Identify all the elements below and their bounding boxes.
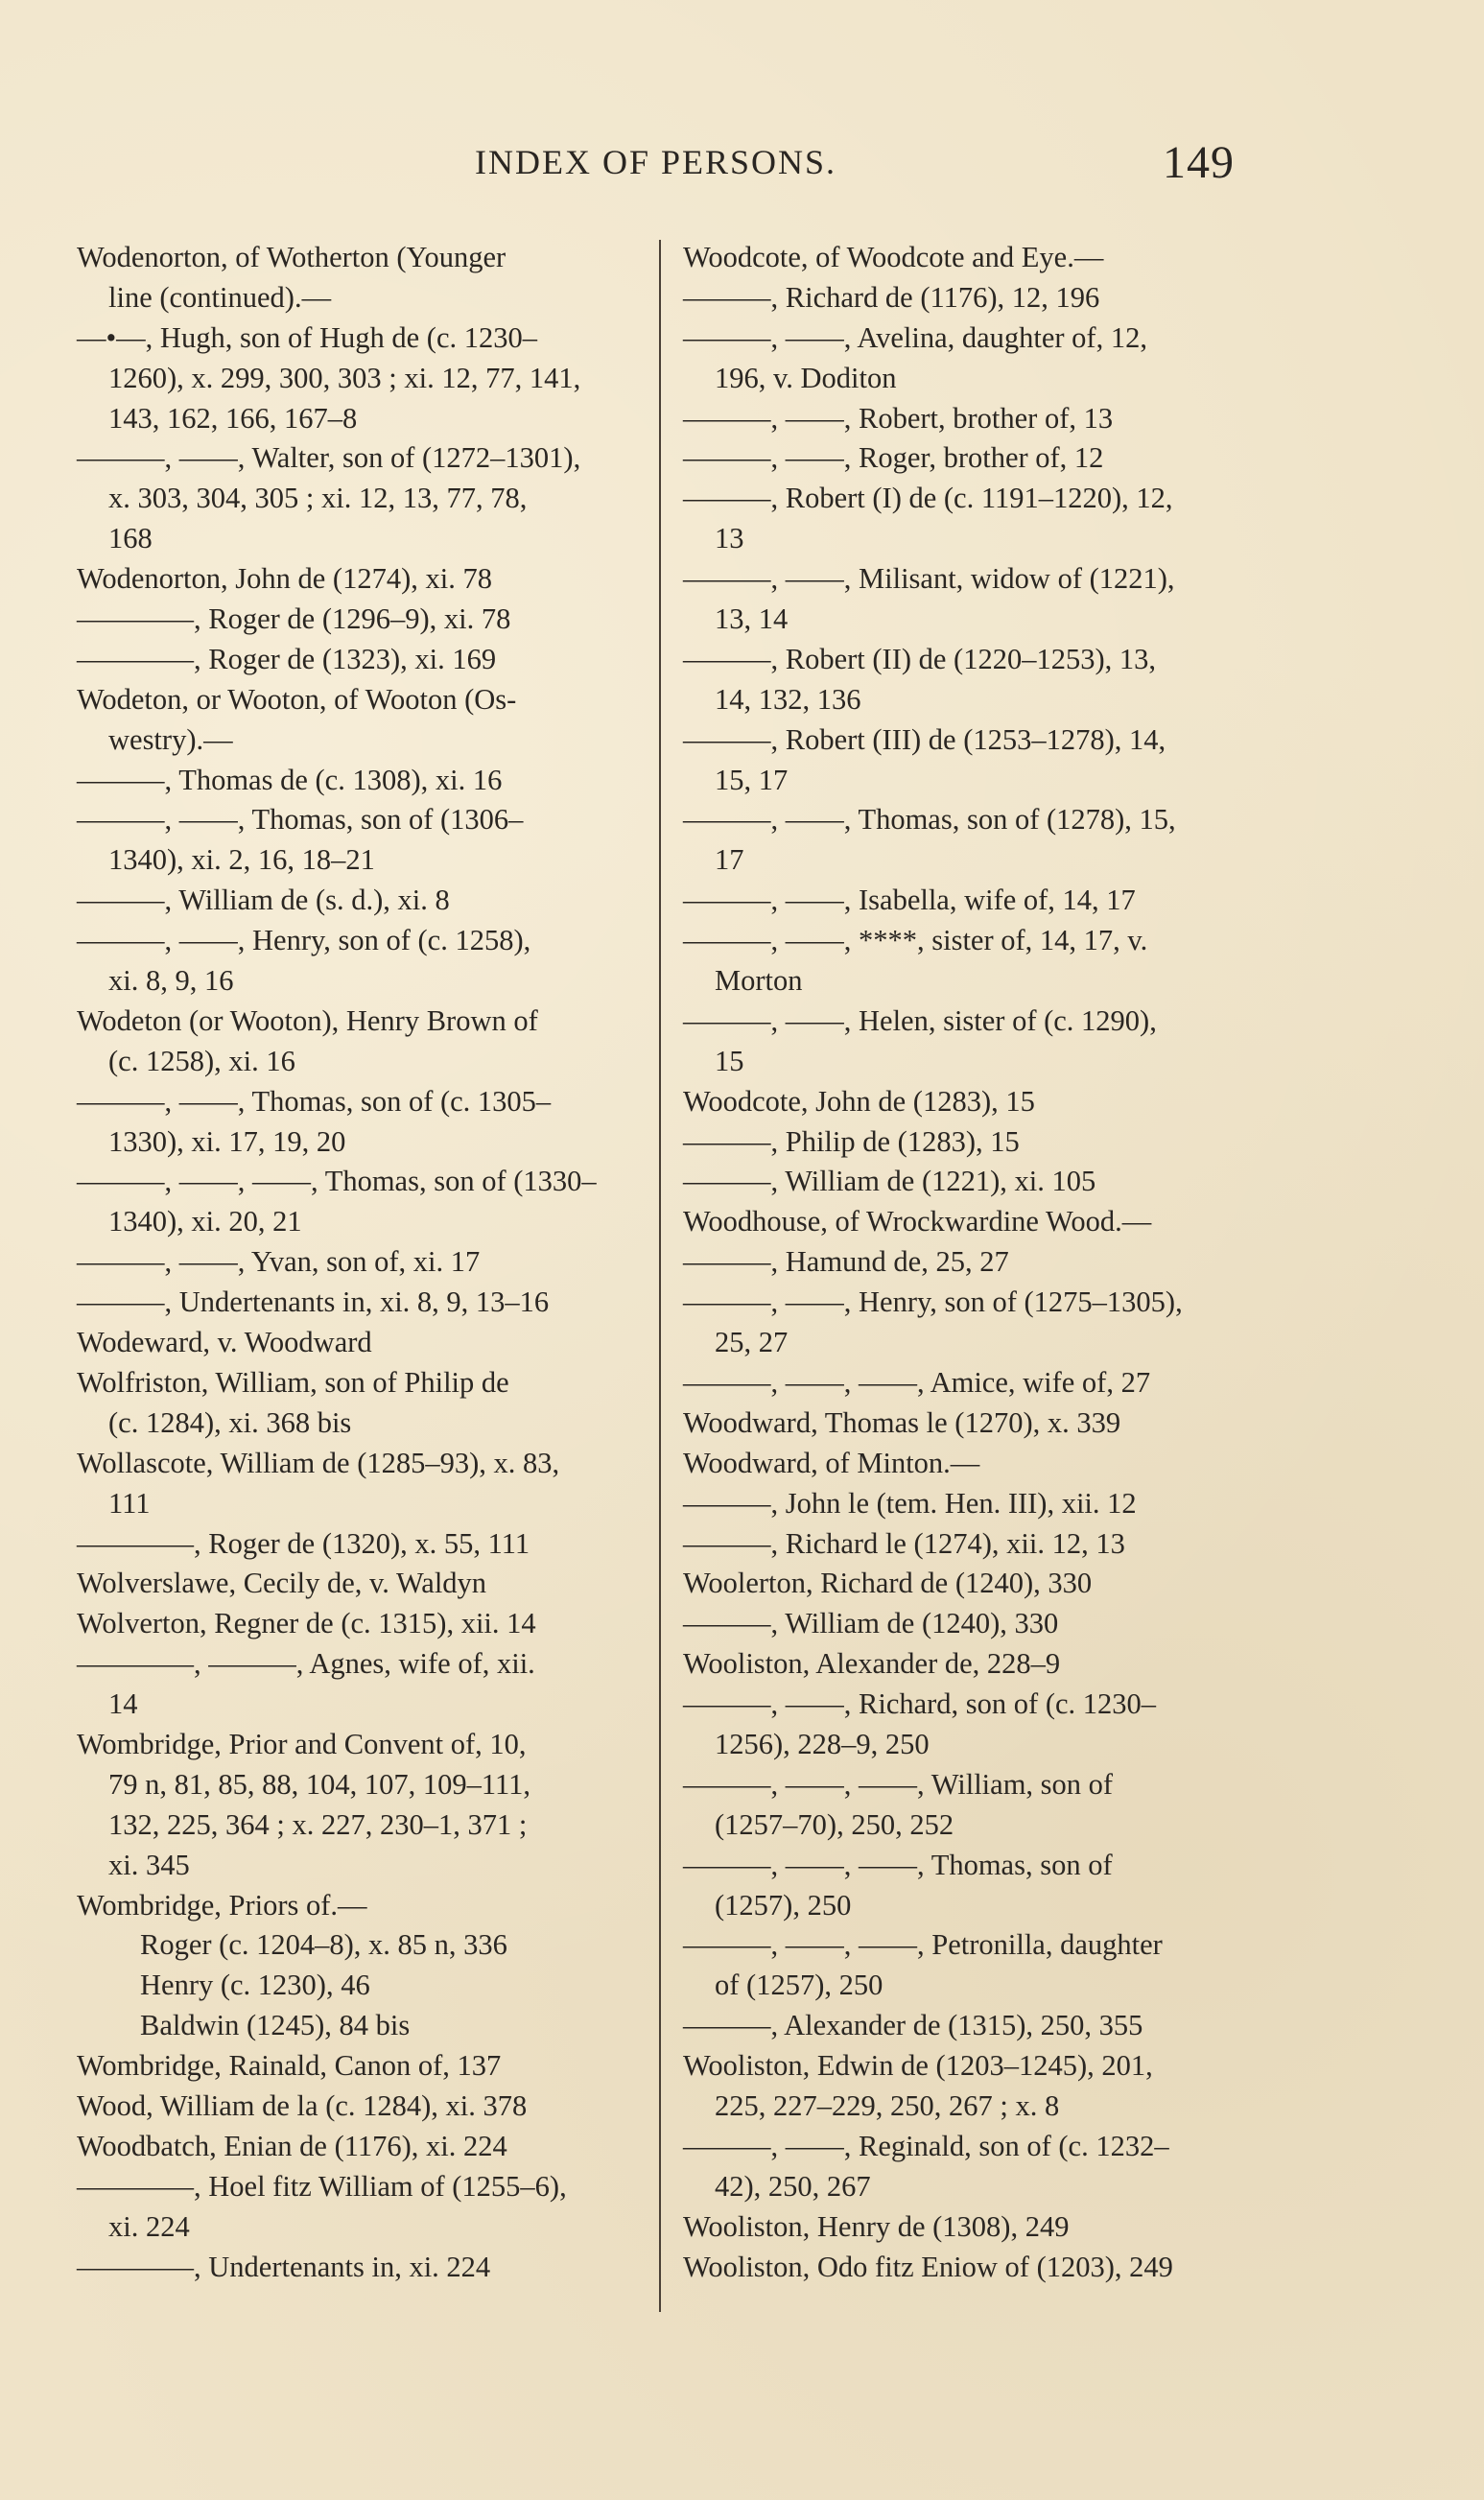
index-entry-line: ———, Richard de (1176), 12, 196 (683, 280, 1100, 314)
index-entry-line: Wodenorton, John de (1274), xi. 78 (77, 562, 492, 596)
index-entry-line: Wodeton, or Wooton, of Wooton (Os- (77, 682, 517, 716)
index-entry-line: (1257–70), 250, 252 (715, 1807, 954, 1841)
index-entry-line: ———, Hamund de, 25, 27 (683, 1245, 1009, 1279)
index-entry-line: ———, William de (1240), 330 (683, 1607, 1059, 1640)
index-entry-line: Wombridge, Rainald, Canon of, 137 (77, 2049, 502, 2083)
index-entry-line: Wood, William de la (c. 1284), xi. 378 (77, 2088, 528, 2122)
index-entry-line: of (1257), 250 (715, 1969, 883, 2002)
index-column-right (683, 238, 1246, 2287)
index-entry-line: 13 (715, 522, 744, 555)
index-entry-line: ———, ——, Avelina, daughter of, 12, (683, 320, 1147, 354)
index-entry-line: ———, ——, Isabella, wife of, 14, 17 (683, 884, 1136, 917)
index-entry-line: Woodhouse, of Wrockwardine Wood.— (683, 1205, 1152, 1238)
index-entry-line: 1340), xi. 20, 21 (108, 1205, 302, 1238)
index-entry-line: ———, ——, ——, Thomas, son of (1330– (77, 1165, 597, 1198)
index-entry-line: 14 (108, 1687, 138, 1721)
index-entry-line: Wolverton, Regner de (c. 1315), xii. 14 (77, 1607, 536, 1640)
index-entry-line: x. 303, 304, 305 ; xi. 12, 13, 77, 78, (108, 482, 528, 515)
index-entry-line: ————, Roger de (1320), x. 55, 111 (77, 1526, 530, 1560)
index-entry-line: Wolverslawe, Cecily de, v. Waldyn (77, 1567, 487, 1600)
index-entry-line: ———, Alexander de (1315), 250, 355 (683, 2009, 1143, 2042)
index-entry-line: ————, ———, Agnes, wife of, xii. (77, 1647, 535, 1681)
index-entry-line: ———, Thomas de (c. 1308), xi. 16 (77, 763, 503, 796)
index-entry-line: ———, Richard le (1274), xii. 12, 13 (683, 1526, 1125, 1560)
page-number: 149 (1163, 137, 1235, 188)
index-entry-line: 196, v. Doditon (715, 361, 897, 394)
index-entry-line: (1257), 250 (715, 1888, 852, 1922)
index-entry-line: Roger (c. 1204–8), x. 85 n, 336 (140, 1928, 507, 1962)
index-entry-line: ———, ——, ****, sister of, 14, 17, v. (683, 924, 1148, 957)
index-entry-line: 14, 132, 136 (715, 682, 861, 716)
index-entry-line: ———, ——, Milisant, widow of (1221), (683, 562, 1175, 596)
index-entry-line: ———, ——, ——, William, son of (683, 1767, 1114, 1801)
index-entry-line: Wombridge, Priors of.— (77, 1888, 367, 1922)
index-entry-line: (c. 1258), xi. 16 (108, 1044, 295, 1077)
column-divider (659, 240, 661, 2312)
index-entry-line: Woodcote, John de (1283), 15 (683, 1084, 1035, 1118)
index-entry-line: ————, Roger de (1296–9), xi. 78 (77, 602, 511, 636)
index-entry-line: Wodeton (or Wooton), Henry Brown of (77, 1003, 538, 1037)
index-entry-line: westry).— (108, 722, 233, 756)
index-entry-line: Woolerton, Richard de (1240), 330 (683, 1567, 1093, 1600)
index-entry-line: 1260), x. 299, 300, 303 ; xi. 12, 77, 141, (108, 361, 581, 394)
index-entry-line: ———, ——, Helen, sister of (c. 1290), (683, 1003, 1157, 1037)
index-entry-line: ———, ——, Walter, son of (1272–1301), (77, 441, 581, 475)
index-entry-line: ————, Undertenants in, xi. 224 (77, 2250, 491, 2283)
index-column-left (77, 238, 643, 2287)
index-entry-line: 143, 162, 166, 167–8 (108, 401, 358, 435)
index-entry-line: 132, 225, 364 ; x. 227, 230–1, 371 ; (108, 1807, 528, 1841)
index-entry-line: Woodward, of Minton.— (683, 1446, 980, 1479)
index-entry-line: Morton (715, 964, 803, 998)
index-entry-line: Wollascote, William de (1285–93), x. 83, (77, 1446, 560, 1479)
index-entry-line: ———, ——, Thomas, son of (c. 1305– (77, 1084, 552, 1118)
index-entry-line: ————, Roger de (1323), xi. 169 (77, 642, 497, 675)
index-entry-line: ———, ——, Thomas, son of (1278), 15, (683, 803, 1176, 837)
index-entry-line: Wodeward, v. Woodward (77, 1326, 372, 1359)
index-entry-line: ———, Robert (I) de (c. 1191–1220), 12, (683, 482, 1173, 515)
index-entry-line: 225, 227–229, 250, 267 ; x. 8 (715, 2088, 1060, 2122)
index-entry-line: Baldwin (1245), 84 bis (140, 2009, 411, 2042)
index-entry-line: Wodenorton, of Wotherton (Younger (77, 241, 506, 273)
index-entry-line: 42), 250, 267 (715, 2169, 871, 2203)
index-entry-line: xi. 224 (108, 2209, 190, 2243)
index-entry-line: xi. 8, 9, 16 (108, 964, 234, 998)
index-entry-line: 168 (108, 522, 153, 555)
index-entry-line: Woodward, Thomas le (1270), x. 339 (683, 1405, 1121, 1439)
index-entry-line: ———, ——, ——, Amice, wife of, 27 (683, 1365, 1151, 1399)
index-entry-line: ———, ——, Richard, son of (c. 1230– (683, 1687, 1157, 1721)
index-entry-line: ———, ——, Reginald, son of (c. 1232– (683, 2129, 1169, 2162)
index-entry-line: ———, William de (s. d.), xi. 8 (77, 884, 450, 917)
index-entry-line: Woodcote, of Woodcote and Eye.— (683, 241, 1104, 273)
index-entry-line: xi. 345 (108, 1848, 190, 1881)
index-entry-line: ———, John le (tem. Hen. III), xii. 12 (683, 1486, 1137, 1520)
running-title: INDEX OF PERSONS. (475, 143, 837, 181)
index-entry-line: 111 (108, 1486, 151, 1520)
index-entry-line: 15, 17 (715, 763, 789, 796)
index-entry-line: 1256), 228–9, 250 (715, 1727, 930, 1760)
index-entry-line: 15 (715, 1044, 744, 1077)
index-entry-line: line (continued).— (108, 280, 332, 314)
index-entry-line: Wooliston, Edwin de (1203–1245), 201, (683, 2049, 1153, 2083)
index-entry-line: Woodbatch, Enian de (1176), xi. 224 (77, 2129, 507, 2162)
index-entry-line: 25, 27 (715, 1326, 789, 1359)
index-entry-line: ———, Undertenants in, xi. 8, 9, 13–16 (77, 1285, 550, 1319)
index-entry-line: ———, William de (1221), xi. 105 (683, 1165, 1096, 1198)
index-entry-line: ———, ——, Yvan, son of, xi. 17 (77, 1245, 481, 1279)
index-entry-line: (c. 1284), xi. 368 bis (108, 1405, 352, 1439)
index-entry-line: ———, Robert (II) de (1220–1253), 13, (683, 642, 1156, 675)
index-entry-line: Wooliston, Odo fitz Eniow of (1203), 249 (683, 2250, 1173, 2283)
index-entry-line: ———, ——, ——, Thomas, son of (683, 1848, 1113, 1881)
index-entry-line: Wolfriston, William, son of Philip de (77, 1365, 509, 1399)
index-entry-line: 1340), xi. 2, 16, 18–21 (108, 843, 375, 877)
index-entry-line: 17 (715, 843, 744, 877)
index-entry-line: Wooliston, Alexander de, 228–9 (683, 1647, 1061, 1681)
index-entry-line: Wooliston, Henry de (1308), 249 (683, 2209, 1070, 2243)
index-entry-line: Henry (c. 1230), 46 (140, 1969, 370, 2002)
index-entry-line: ———, ——, Henry, son of (c. 1258), (77, 924, 531, 957)
page-header (0, 137, 1484, 200)
index-entry-line: ———, ——, Roger, brother of, 12 (683, 441, 1104, 475)
index-entry-line: Wombridge, Prior and Convent of, 10, (77, 1727, 527, 1760)
index-entry-line: 13, 14 (715, 602, 789, 636)
index-entry-line: ———, Robert (III) de (1253–1278), 14, (683, 722, 1166, 756)
index-entry-line: —•—, Hugh, son of Hugh de (c. 1230– (77, 320, 537, 354)
index-entry-line: ———, ——, ——, Petronilla, daughter (683, 1928, 1163, 1962)
index-entry-line: ———, Philip de (1283), 15 (683, 1124, 1020, 1158)
index-entry-line: 79 n, 81, 85, 88, 104, 107, 109–111, (108, 1767, 530, 1801)
index-entry-line: ———, ——, Robert, brother of, 13 (683, 401, 1114, 435)
index-entry-line: ————, Hoel fitz William of (1255–6), (77, 2169, 567, 2203)
index-entry-line: 1330), xi. 17, 19, 20 (108, 1124, 346, 1158)
index-entry-line: ———, ——, Henry, son of (1275–1305), (683, 1285, 1183, 1319)
index-entry-line: ———, ——, Thomas, son of (1306– (77, 803, 524, 837)
